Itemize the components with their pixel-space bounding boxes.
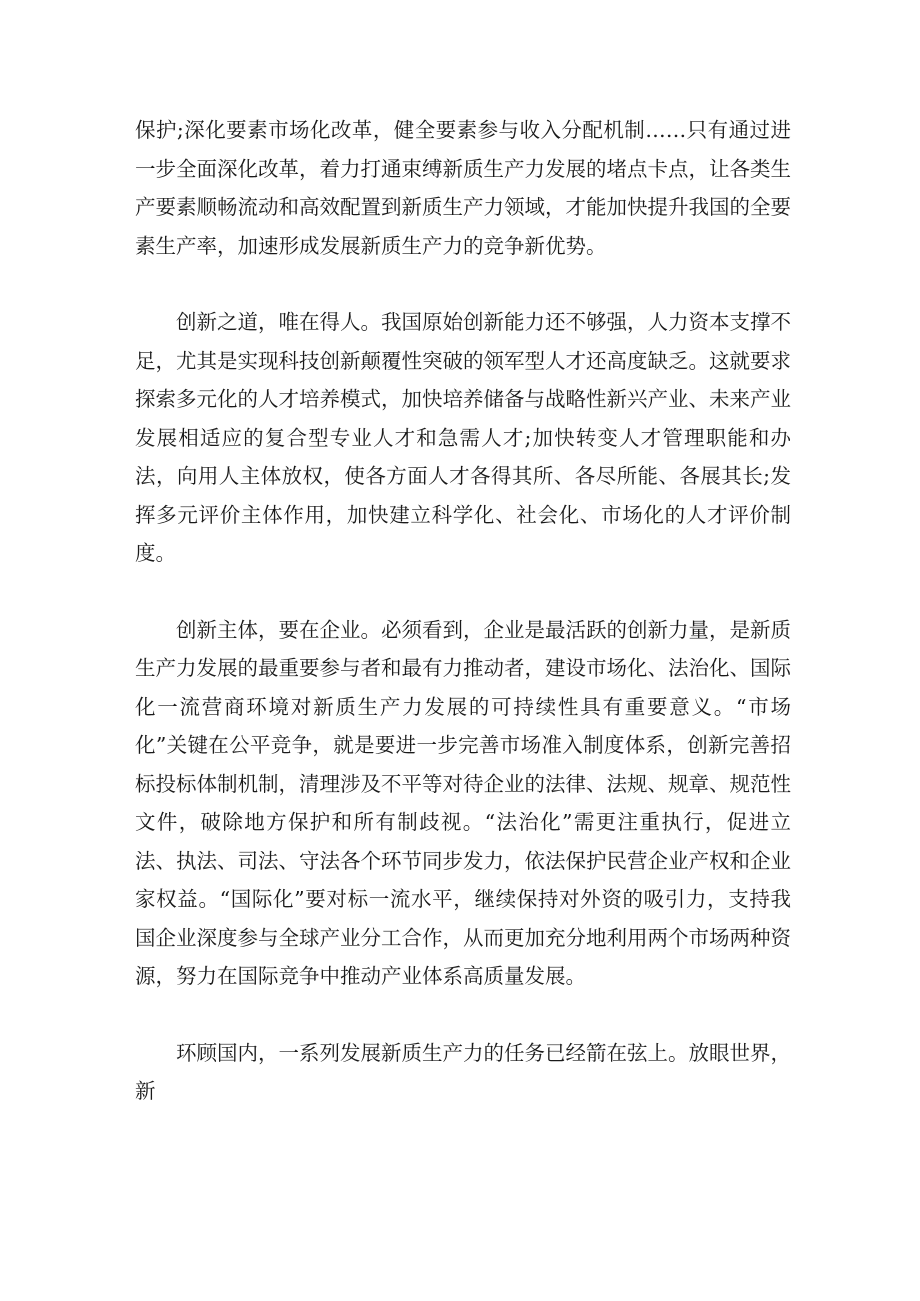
paragraph-2: 创新之道，唯在得人。我国原始创新能力还不够强，人力资本支撑不足，尤其是实现科技创新颠覆性突破的领军型人才还高度缺乏。这就要求探索多元化的人才培养模式，加快培养储备与战略性新兴产业、未来产业发展相适应的复合型专业人才和急需人才;加快转变人才管理职能和办法，向用人主体放权，使各方面人才各得其所、各尽所能、各展其长;发挥多元评价主体作用，加快建立科学化、社会化、市场化的人才评价制度。 xyxy=(135,310,791,565)
paragraph-3: 创新主体，要在企业。必须看到，企业是最活跃的创新力量，是新质生产力发展的最重要参与者和最有力推动者，建设市场化、法治化、国际化一流营商环境对新质生产力发展的可持续性具有重要意义。“市场化”关键在公平竞争，就是要进一步完善市场准入制度体系，创新完善招标投标体制机制，清理涉及不平等对待企业的法律、法规、规章、规范性文件，破除地方保护和所有制歧视。“法治化”需更注重执行，促进立法、执法、司法、守法各个环节同步发力，依法保护民营企业产权和企业家权益。“国际化”要对标一流水平，继续保持对外资的吸引力，支持我国企业深度参与全球产业分工合作，从而更加充分地利用两个市场两种资源，努力在国际竞争中推动产业体系高质量发展。 xyxy=(135,617,791,988)
document-body xyxy=(135,111,791,1149)
paragraph-4: 环顾国内，一系列发展新质生产力的任务已经箭在弦上。放眼世界，新 xyxy=(135,1040,791,1103)
paragraph-1: 保护;深化要素市场化改革，健全要素参与收入分配机制……只有通过进一步全面深化改革，着力打通束缚新质生产力发展的堵点卡点，让各类生产要素顺畅流动和高效配置到新质生产力领域，才能加快提升我国的全要素生产率，加速形成发展新质生产力的竞争新优势。 xyxy=(135,118,791,258)
